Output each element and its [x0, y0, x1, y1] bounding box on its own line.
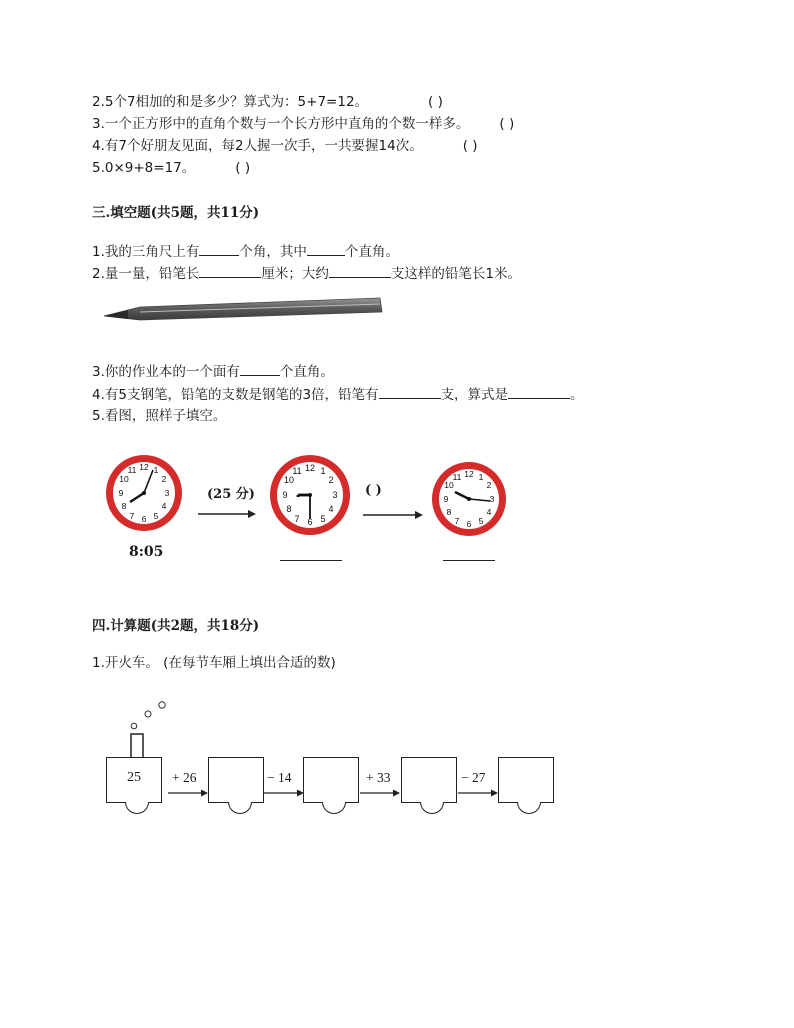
svg-text:9: 9 — [443, 494, 449, 504]
blank-input[interactable] — [199, 264, 261, 278]
blank-input[interactable] — [508, 385, 570, 399]
fill-q2-text-b: 厘米；大约 — [261, 266, 329, 282]
fill-q2-text-c: 支这样的铅笔长1米。 — [390, 266, 521, 282]
answer-paren[interactable]: ( ) — [462, 138, 478, 154]
wheel-icon — [125, 802, 149, 814]
svg-text:5: 5 — [153, 511, 159, 521]
svg-text:7: 7 — [454, 516, 460, 526]
wheel-icon — [420, 802, 444, 814]
blank-input[interactable] — [199, 242, 239, 256]
wheel-icon — [322, 802, 346, 814]
blank-input[interactable] — [307, 242, 345, 256]
answer-paren[interactable]: ( ) — [428, 94, 443, 110]
svg-text:4: 4 — [161, 501, 167, 511]
svg-text:6: 6 — [466, 519, 472, 529]
svg-text:12: 12 — [139, 462, 149, 472]
svg-text:4: 4 — [328, 504, 334, 514]
blank-input[interactable] — [379, 385, 441, 399]
fill-q4-text-a: 4.有5支钢笔，铅笔的支数是钢笔的3倍，铅笔有 — [92, 387, 379, 403]
judge-item-5-text: 5.0×9+8=17。 — [92, 160, 196, 176]
pencil-illustration — [100, 294, 384, 326]
svg-text:2: 2 — [328, 475, 334, 485]
svg-text:12: 12 — [464, 469, 474, 479]
blank-input[interactable] — [240, 362, 280, 376]
fill-q1-text-b: 个角，其中 — [239, 244, 307, 260]
svg-text:11: 11 — [292, 466, 302, 476]
judge-item-5 — [92, 159, 250, 177]
arrow-1-label: (25 分) — [207, 487, 255, 502]
svg-text:4: 4 — [486, 507, 492, 517]
fill-q4-text-c: 。 — [570, 387, 584, 403]
judge-item-2-text: 2.5个7相加的和是多少？算式为：5+7=12。 — [92, 94, 369, 110]
judge-item-3 — [92, 115, 514, 133]
svg-text:8: 8 — [121, 501, 127, 511]
section-4-title: 四.计算题(共2题，共18分) — [92, 618, 260, 634]
svg-text:8: 8 — [446, 507, 452, 517]
fill-q3 — [92, 362, 334, 381]
svg-text:5: 5 — [320, 514, 326, 524]
fill-q2-text-a: 2.量一量，铅笔长 — [92, 266, 200, 282]
arrow-right-icon — [360, 788, 400, 798]
svg-text:1: 1 — [478, 472, 484, 482]
svg-text:3: 3 — [332, 490, 338, 500]
train-car-1[interactable] — [208, 757, 264, 803]
clock-3 — [430, 460, 508, 538]
fill-q1 — [92, 242, 399, 261]
svg-text:2: 2 — [486, 480, 492, 490]
calc-q1: 1.开火车。 (在每节车厢上填出合适的数) — [92, 655, 336, 671]
smoke-puffs — [124, 700, 174, 760]
train-op-3: + 33 — [366, 770, 391, 785]
answer-paren[interactable]: ( ) — [499, 116, 515, 132]
arrow-right-icon — [168, 788, 208, 798]
judge-item-4 — [92, 137, 478, 155]
svg-text:6: 6 — [141, 514, 147, 524]
answer-paren[interactable]: ( ) — [235, 160, 251, 176]
fill-q4 — [92, 385, 584, 404]
svg-text:12: 12 — [304, 463, 316, 473]
fill-q1-text-a: 1.我的三角尺上有 — [92, 244, 200, 260]
answer-line[interactable] — [280, 560, 342, 561]
judge-item-3-text: 3.一个正方形中的直角个数与一个长方形中直角的个数一样多。 — [92, 116, 470, 132]
svg-text:1: 1 — [153, 465, 159, 475]
svg-text:5: 5 — [478, 516, 484, 526]
fill-q3-text-a: 3.你的作业本的一个面有 — [92, 364, 240, 380]
judge-item-2 — [92, 93, 443, 111]
svg-text:10: 10 — [444, 480, 454, 490]
section-3-title: 三.填空题(共5题，共11分) — [92, 205, 260, 221]
fill-q5-text: 5.看图，照样子填空。 — [92, 408, 227, 424]
svg-text:10: 10 — [283, 475, 295, 485]
arrow-right-icon — [458, 788, 498, 798]
train-car-3[interactable] — [401, 757, 457, 803]
train-engine — [106, 757, 162, 803]
svg-text:10: 10 — [119, 474, 129, 484]
wheel-icon — [517, 802, 541, 814]
svg-text:6: 6 — [307, 517, 313, 527]
engine-number: 25 — [127, 770, 141, 785]
fill-q4-text-b: 支，算式是 — [440, 387, 509, 403]
train-car-2[interactable] — [303, 757, 359, 803]
arrow-right-icon — [198, 508, 256, 520]
fill-q3-text-b: 个直角。 — [279, 364, 334, 380]
svg-text:8: 8 — [286, 504, 292, 514]
answer-line[interactable] — [443, 560, 495, 561]
blank-input[interactable] — [329, 264, 391, 278]
clock-1 — [104, 453, 184, 533]
svg-text:7: 7 — [129, 511, 135, 521]
train-car-4[interactable] — [498, 757, 554, 803]
arrow-right-icon — [264, 788, 304, 798]
clock-2 — [268, 453, 352, 537]
fill-q5 — [92, 407, 226, 425]
fill-q1-text-c: 个直角。 — [344, 244, 399, 260]
wheel-icon — [228, 802, 252, 814]
svg-text:1: 1 — [320, 466, 326, 476]
svg-text:9: 9 — [118, 488, 124, 498]
svg-text:11: 11 — [127, 465, 137, 475]
svg-text:11: 11 — [452, 472, 462, 482]
judge-item-4-text: 4.有7个好朋友见面，每2人握一次手，一共要握14次。 — [92, 138, 423, 154]
train-op-4: − 27 — [461, 770, 486, 785]
arrow-right-icon — [363, 509, 423, 521]
clock-1-time: 8:05 — [129, 544, 164, 560]
svg-text:3: 3 — [489, 494, 495, 504]
svg-text:2: 2 — [161, 474, 167, 484]
svg-text:9: 9 — [282, 490, 288, 500]
fill-q2 — [92, 264, 521, 283]
train-op-2: − 14 — [267, 770, 292, 785]
svg-text:3: 3 — [164, 488, 170, 498]
train-op-1: + 26 — [172, 770, 197, 785]
svg-text:7: 7 — [294, 514, 300, 524]
arrow-2-label[interactable]: ( ) — [365, 483, 382, 498]
